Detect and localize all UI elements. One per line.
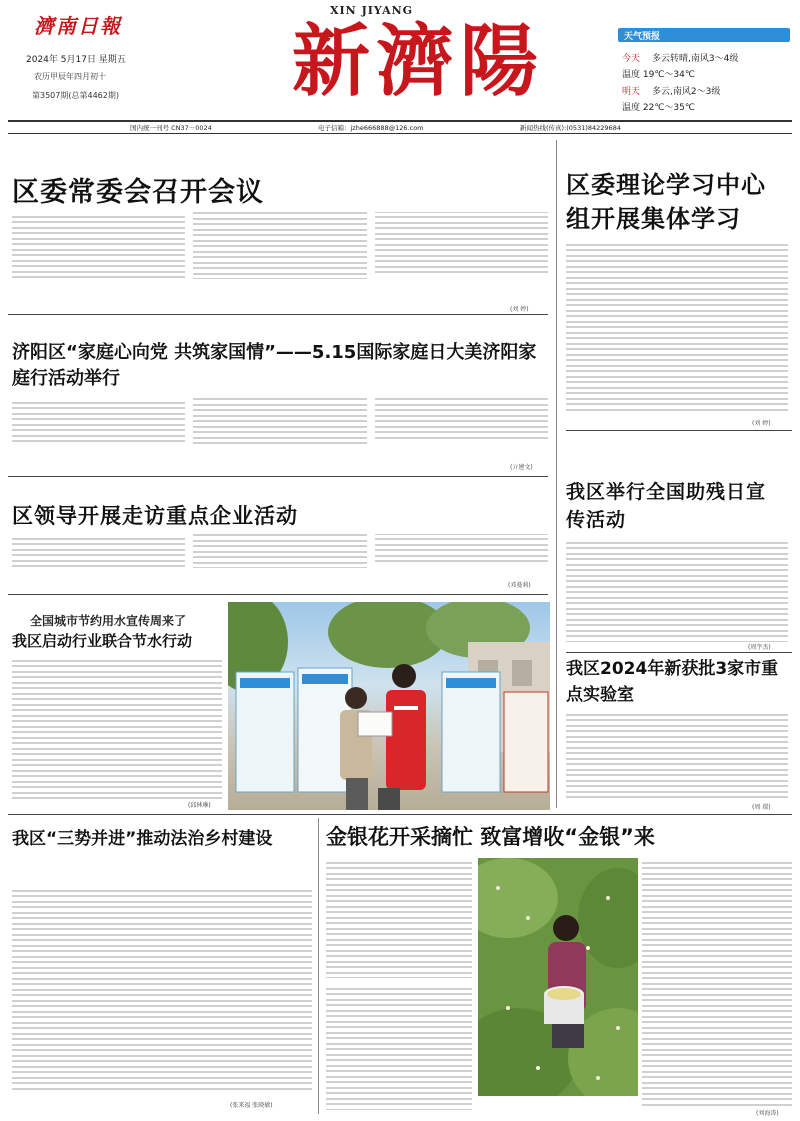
article-2-byline: (刘 婷): [752, 420, 771, 427]
article-6-body: [566, 538, 788, 642]
rule-a6: [566, 652, 792, 653]
masthead-pinyin: XIN JIYANG: [330, 4, 414, 17]
weather-label: 天气预报: [624, 32, 661, 42]
rule-a4: [8, 594, 548, 595]
infobar-cn: 国内统一刊号 CN37－0024: [130, 124, 212, 132]
article-8-byline: (张来福 张晓敏): [230, 1102, 273, 1109]
article-9-title: 金银花开采摘忙 致富增收“金银”来: [326, 825, 655, 849]
photo-honeysuckle-picking: [478, 858, 638, 1096]
article-2-body: [566, 240, 788, 414]
weather-tomorrow-label: 明天: [622, 87, 641, 97]
article-9-byline: (刘海涛): [756, 1110, 779, 1117]
article-6-byline: (周宇杰): [748, 644, 771, 651]
article-5-byline: (邱林琳): [188, 802, 211, 809]
infobar-top-rule: [8, 120, 792, 122]
article-8-title: 我区“三势并进”推动法治乡村建设: [12, 829, 273, 849]
infobar-email: 电子信箱：jzhe666888@126.com: [318, 124, 424, 132]
article-1-byline: (刘 婷): [510, 306, 529, 313]
column-rule-bottom: [318, 818, 319, 1114]
weather-today-label: 今天: [622, 54, 641, 64]
article-3-title: 济阳区“家庭心向党 共筑家国情”——5.15国际家庭日大美济阳家庭行活动举行: [12, 342, 537, 389]
article-5-body: [12, 656, 222, 802]
masthead-lunar: 农历甲辰年四月初十: [34, 72, 106, 81]
masthead-issue: 第3507期(总第4462期): [32, 91, 119, 100]
article-4-byline: (邓曼莉): [508, 582, 531, 589]
rule-lower-section: [8, 814, 792, 815]
article-7-title: 我区2024年新获批3家市重点实验室: [566, 659, 779, 705]
article-9-body-col1: [326, 858, 472, 978]
article-4-title: 区领导开展走访重点企业活动: [12, 504, 298, 528]
masthead-title: 新濟陽: [291, 16, 544, 107]
weather-today-desc: 多云转晴,南风3～4级: [652, 54, 739, 64]
weather-tomorrow-desc: 多云,南风2～3级: [652, 87, 721, 97]
weather-tomorrow-temp: 温度 22℃～35℃: [622, 103, 695, 113]
newspaper-brand: 濟南日報: [34, 14, 122, 38]
article-2-title: 区委理论学习中心组开展集体学习: [566, 171, 766, 233]
rule-a2: [566, 430, 792, 431]
article-5-title: 我区启动行业联合节水行动: [12, 632, 193, 650]
article-1-body: [12, 212, 548, 304]
photo-water-campaign: [228, 602, 550, 810]
rule-a3: [8, 476, 548, 477]
infobar-hotline: 新闻热线(传真):(0531)84229684: [520, 124, 621, 132]
article-6-title: 我区举行全国助残日宣传活动: [566, 481, 767, 531]
weather-box: [618, 28, 790, 116]
article-7-body: [566, 710, 788, 800]
masthead-date: 2024年 5月17日 星期五: [26, 55, 126, 65]
weather-today-temp: 温度 19℃～34℃: [622, 70, 695, 80]
column-rule-main: [556, 140, 557, 808]
article-7-byline: (周 璟): [752, 804, 771, 811]
article-8-body: [12, 886, 312, 1092]
article-4-body: [12, 534, 548, 580]
article-9-body-col3: [642, 858, 792, 1108]
article-3-byline: (亓建文): [510, 464, 533, 471]
article-3-body: [12, 398, 548, 464]
article-1-title: 区委常委会召开会议: [12, 177, 264, 208]
article-5-kicker: 全国城市节约用水宣传周来了: [30, 614, 187, 628]
rule-a1: [8, 314, 548, 315]
infobar-bottom-rule: [8, 133, 792, 134]
article-9-body-col2: [326, 984, 472, 1110]
